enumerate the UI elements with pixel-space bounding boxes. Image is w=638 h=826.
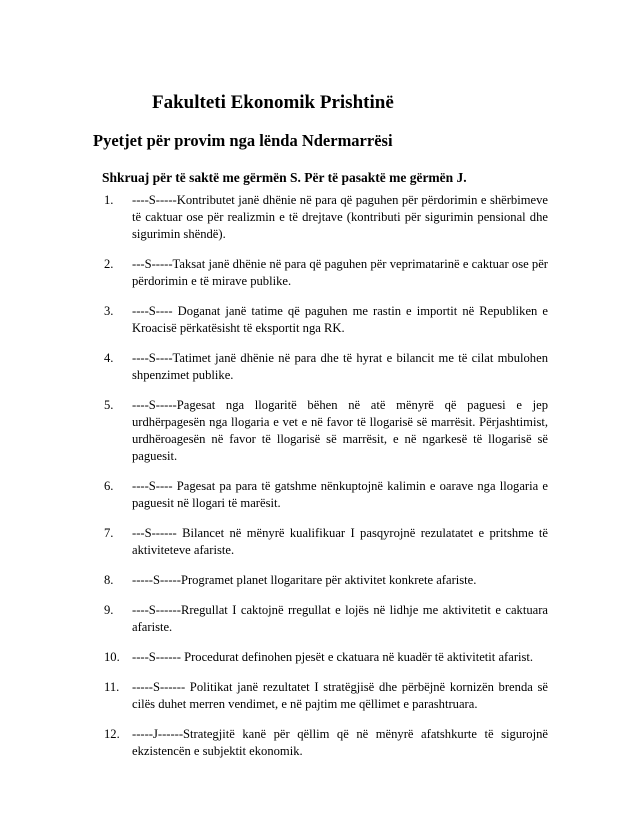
instruction-text: Shkruaj për të saktë me gërmën S. Për të pasaktë me gërmën J.	[102, 170, 467, 185]
question-number: 1.	[104, 193, 114, 207]
question-text: ----S---- Pagesat pa para të gatshme nënkuptojnë kalimin e oarave nga llogaria e paguesit në llogari të marësit.	[132, 479, 548, 510]
question-item-12	[104, 726, 548, 760]
question-number: 9.	[104, 603, 114, 617]
document-subtitle: Pyetjet për provim nga lënda Ndermarrësi	[93, 131, 393, 150]
question-text: ----S------Rregullat I caktojnë rregullat e lojës në lidhje me aktivitetit e caktuara afariste.	[132, 603, 548, 634]
question-number: 8.	[104, 573, 114, 587]
question-text: ----S-----Pagesat nga llogaritë bëhen në atë mënyrë që paguesi e jep urdhërpagesën nga llogaria e vet e në favor të llogarisë së marrësit. Përjashtimist, urdhëroagesën në favor të llogarisë së marrësit, e në ngarkesë të llogarisë së paguesit.	[132, 398, 548, 463]
question-number: 12.	[104, 727, 120, 741]
question-text: -----S------ Politikat janë rezultatet I stratëgjisë dhe përbëjnë kornizën brenda së cilës duhet merren vendimet, e në pajtim me qëllimet e parashtruara.	[132, 680, 548, 711]
question-number: 2.	[104, 257, 114, 271]
question-item-5	[104, 397, 548, 465]
question-text: ---S------ Bilancet në mënyrë kualifikuar I pasqyrojnë rezulatatet e pritshme të aktiviteteve afariste.	[132, 526, 548, 557]
question-text: ---S-----Taksat janë dhënie në para që paguhen për veprimatarinë e caktuar ose për përdorimin e të mirave publike.	[132, 257, 548, 288]
question-text: ----S------ Procedurat definohen pjesët e ckatuara në kuadër të aktivitetit afarist.	[132, 650, 534, 664]
question-number: 6.	[104, 479, 114, 493]
question-item-8	[104, 572, 548, 589]
question-item-6	[104, 478, 548, 512]
question-item-10	[104, 649, 548, 666]
question-number: 7.	[104, 526, 114, 540]
question-text: -----S-----Programet planet llogaritare për aktivitet konkrete afariste.	[132, 573, 477, 587]
question-item-9	[104, 602, 548, 636]
question-text: ----S---- Doganat janë tatime që paguhen me rastin e importit në Republiken e Kroacisë përkatësisht të eksportit nga RK.	[132, 304, 548, 335]
document-title: Fakulteti Ekonomik Prishtinë	[152, 92, 394, 113]
question-text: ----S-----Kontributet janë dhënie në para që paguhen për përdorimin e shërbimeve të caktuar ose për realizmin e të drejtave (kontributi për sigurimin pensional dhe sigurimin shëndë).	[132, 193, 548, 241]
question-number: 3.	[104, 304, 114, 318]
question-text: ----S----Tatimet janë dhënie në para dhe të hyrat e bilancit me të cilat mbulohen shpenzimet publike.	[132, 351, 548, 382]
question-text: -----J------Strategjitë kanë për qëllim që në mënyrë afatshkurte të sigurojnë ekzistencën e subjektit ekonomik.	[132, 727, 548, 758]
question-item-2	[104, 256, 548, 290]
question-item-7	[104, 525, 548, 559]
question-number: 11.	[104, 680, 120, 694]
question-item-11	[104, 679, 548, 713]
question-item-4	[104, 350, 548, 384]
question-number: 5.	[104, 398, 114, 412]
question-item-1	[104, 192, 548, 243]
question-number: 4.	[104, 351, 114, 365]
question-list	[104, 192, 548, 773]
question-item-3	[104, 303, 548, 337]
question-number: 10.	[104, 650, 120, 664]
